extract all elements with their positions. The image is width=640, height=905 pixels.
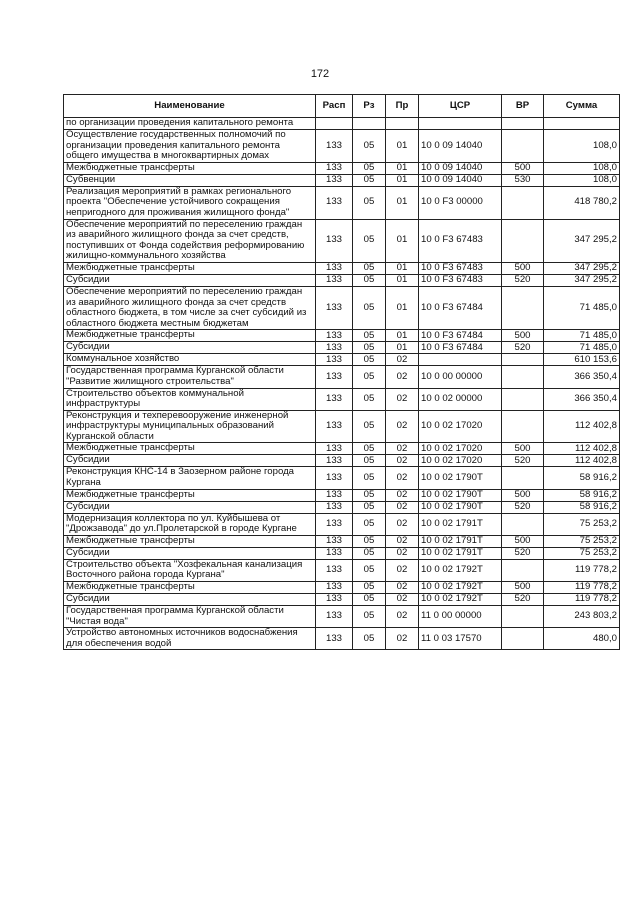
cell-vr [502, 388, 544, 410]
cell-vr: 500 [502, 162, 544, 174]
cell-sum: 418 780,2 [544, 186, 620, 219]
cell-rz: 05 [353, 443, 386, 455]
cell-rasp: 133 [316, 559, 353, 581]
cell-sum: 347 295,2 [544, 262, 620, 274]
cell-vr [502, 219, 544, 262]
cell-vr [502, 130, 544, 163]
cell-sum: 71 485,0 [544, 330, 620, 342]
cell-vr [502, 186, 544, 219]
cell-pr: 02 [386, 547, 419, 559]
cell-rz: 05 [353, 262, 386, 274]
table-row [64, 582, 620, 594]
cell-pr: 02 [386, 513, 419, 535]
cell-csr: 10 0 02 1791Т [419, 513, 502, 535]
cell-sum: 610 153,6 [544, 354, 620, 366]
cell-csr: 10 0 02 1790Т [419, 489, 502, 501]
table-row [64, 467, 620, 489]
cell-name: Строительство объектов коммунальной инфраструктуры [64, 388, 316, 410]
table-row [64, 443, 620, 455]
cell-rz: 05 [353, 274, 386, 286]
cell-csr: 10 0 02 1790Т [419, 467, 502, 489]
cell-csr: 10 0 02 1792Т [419, 594, 502, 606]
table-row [64, 219, 620, 262]
cell-rasp: 133 [316, 330, 353, 342]
cell-vr [502, 513, 544, 535]
cell-csr: 10 0 09 14040 [419, 174, 502, 186]
cell-rz: 05 [353, 513, 386, 535]
cell-rz: 05 [353, 388, 386, 410]
page-number: 172 [310, 68, 330, 80]
cell-rz: 05 [353, 594, 386, 606]
cell-pr: 01 [386, 186, 419, 219]
cell-rasp: 133 [316, 489, 353, 501]
cell-csr: 10 0 02 17020 [419, 410, 502, 443]
cell-vr: 500 [502, 535, 544, 547]
cell-sum: 112 402,8 [544, 410, 620, 443]
cell-csr: 10 0 02 1790Т [419, 501, 502, 513]
cell-sum: 347 295,2 [544, 274, 620, 286]
cell-rasp: 133 [316, 274, 353, 286]
cell-vr: 500 [502, 443, 544, 455]
cell-rz: 05 [353, 628, 386, 650]
cell-name: Субсидии [64, 274, 316, 286]
cell-name: Субсидии [64, 455, 316, 467]
cell-name: Реконструкция КНС-14 в Заозерном районе города Кургана [64, 467, 316, 489]
table-row [64, 118, 620, 130]
cell-sum [544, 118, 620, 130]
cell-name: Субвенции [64, 174, 316, 186]
table-body [64, 118, 620, 650]
table-row [64, 606, 620, 628]
cell-rasp: 133 [316, 628, 353, 650]
cell-vr [502, 628, 544, 650]
cell-name: Межбюджетные трансферты [64, 535, 316, 547]
cell-name: Субсидии [64, 501, 316, 513]
table-row [64, 186, 620, 219]
cell-sum: 480,0 [544, 628, 620, 650]
cell-rasp [316, 118, 353, 130]
cell-name: Коммунальное хозяйство [64, 354, 316, 366]
cell-name: Устройство автономных источников водоснабжения для обеспечения водой [64, 628, 316, 650]
cell-rasp: 133 [316, 354, 353, 366]
cell-rz: 05 [353, 130, 386, 163]
header-rz: Рз [353, 95, 386, 118]
cell-sum: 366 350,4 [544, 366, 620, 388]
cell-csr: 10 0 F3 67483 [419, 262, 502, 274]
cell-name: Субсидии [64, 594, 316, 606]
cell-rasp: 133 [316, 388, 353, 410]
cell-name: Субсидии [64, 342, 316, 354]
cell-pr: 01 [386, 286, 419, 329]
cell-pr: 02 [386, 559, 419, 581]
cell-name: Реконструкция и техперевооружение инженерной инфраструктуры муниципальных образований Курганской области [64, 410, 316, 443]
cell-sum: 71 485,0 [544, 286, 620, 329]
cell-csr: 10 0 02 00000 [419, 388, 502, 410]
cell-rz: 05 [353, 186, 386, 219]
cell-pr: 02 [386, 606, 419, 628]
cell-csr: 11 0 03 17570 [419, 628, 502, 650]
cell-csr [419, 354, 502, 366]
table-row [64, 330, 620, 342]
cell-sum: 366 350,4 [544, 388, 620, 410]
table-row [64, 628, 620, 650]
cell-rz: 05 [353, 366, 386, 388]
cell-pr: 02 [386, 443, 419, 455]
cell-sum: 119 778,2 [544, 559, 620, 581]
table-row [64, 489, 620, 501]
cell-sum: 112 402,8 [544, 455, 620, 467]
cell-name: Межбюджетные трансферты [64, 489, 316, 501]
cell-vr [502, 366, 544, 388]
cell-pr: 02 [386, 501, 419, 513]
cell-rz: 05 [353, 286, 386, 329]
cell-rasp: 133 [316, 366, 353, 388]
cell-vr: 530 [502, 174, 544, 186]
cell-name: по организации проведения капитального ремонта [64, 118, 316, 130]
cell-csr: 10 0 02 1792Т [419, 559, 502, 581]
cell-vr: 520 [502, 501, 544, 513]
cell-name: Обеспечение мероприятий по переселению граждан из аварийного жилищного фонда за счет средств, поступивших от Фонда содействия реформированию жилищно-коммунального хозяйства [64, 219, 316, 262]
cell-rasp: 133 [316, 606, 353, 628]
cell-pr [386, 118, 419, 130]
cell-sum: 108,0 [544, 162, 620, 174]
cell-rz: 05 [353, 330, 386, 342]
table-row [64, 342, 620, 354]
cell-pr: 02 [386, 628, 419, 650]
cell-name: Реализация мероприятий в рамках регионального проекта "Обеспечение устойчивого сокращения непригодного для проживания жилищного фонда" [64, 186, 316, 219]
table-row [64, 513, 620, 535]
cell-pr: 02 [386, 455, 419, 467]
cell-pr: 02 [386, 582, 419, 594]
cell-vr: 520 [502, 342, 544, 354]
cell-vr: 520 [502, 547, 544, 559]
cell-pr: 01 [386, 274, 419, 286]
table-row [64, 274, 620, 286]
cell-csr: 10 0 00 00000 [419, 366, 502, 388]
table-row [64, 354, 620, 366]
cell-name: Модернизация коллектора по ул. Куйбышева от "Дрожзавода" до ул.Пролетарской в городе Кургане [64, 513, 316, 535]
table-row [64, 594, 620, 606]
cell-pr: 02 [386, 354, 419, 366]
cell-vr: 500 [502, 262, 544, 274]
cell-vr [502, 410, 544, 443]
cell-vr [502, 559, 544, 581]
cell-csr: 10 0 F3 00000 [419, 186, 502, 219]
cell-rz: 05 [353, 455, 386, 467]
cell-name: Государственная программа Курганской области "Развитие жилищного строительства" [64, 366, 316, 388]
cell-pr: 01 [386, 162, 419, 174]
cell-rasp: 133 [316, 262, 353, 274]
cell-rasp: 133 [316, 455, 353, 467]
cell-name: Субсидии [64, 547, 316, 559]
cell-rz: 05 [353, 501, 386, 513]
cell-csr: 10 0 F3 67483 [419, 219, 502, 262]
cell-csr: 10 0 09 14040 [419, 130, 502, 163]
cell-rasp: 133 [316, 582, 353, 594]
table-row [64, 535, 620, 547]
cell-sum: 71 485,0 [544, 342, 620, 354]
cell-sum: 75 253,2 [544, 547, 620, 559]
table-row [64, 559, 620, 581]
cell-rasp: 133 [316, 186, 353, 219]
cell-sum: 108,0 [544, 174, 620, 186]
cell-name: Строительство объекта "Хозфекальная канализация Восточного района города Кургана" [64, 559, 316, 581]
cell-vr: 500 [502, 330, 544, 342]
cell-name: Межбюджетные трансферты [64, 443, 316, 455]
cell-sum: 243 803,2 [544, 606, 620, 628]
cell-sum: 75 253,2 [544, 513, 620, 535]
table-row [64, 501, 620, 513]
cell-pr: 01 [386, 219, 419, 262]
cell-name: Государственная программа Курганской области "Чистая вода" [64, 606, 316, 628]
header-sum: Сумма [544, 95, 620, 118]
cell-name: Осуществление государственных полномочий по организации проведения капитального ремонта общего имущества в многоквартирных домах [64, 130, 316, 163]
cell-pr: 01 [386, 262, 419, 274]
table-row [64, 286, 620, 329]
cell-rasp: 133 [316, 443, 353, 455]
cell-rz: 05 [353, 559, 386, 581]
cell-sum: 119 778,2 [544, 582, 620, 594]
cell-rz: 05 [353, 342, 386, 354]
cell-rasp: 133 [316, 594, 353, 606]
table-row [64, 162, 620, 174]
header-name: Наименование [64, 95, 316, 118]
cell-pr: 02 [386, 388, 419, 410]
header-rasp: Расп [316, 95, 353, 118]
cell-rasp: 133 [316, 342, 353, 354]
cell-vr [502, 286, 544, 329]
table-row [64, 130, 620, 163]
cell-sum: 119 778,2 [544, 594, 620, 606]
cell-rz: 05 [353, 582, 386, 594]
cell-csr: 10 0 02 17020 [419, 443, 502, 455]
cell-rz [353, 118, 386, 130]
cell-pr: 01 [386, 342, 419, 354]
cell-vr: 520 [502, 274, 544, 286]
cell-rz: 05 [353, 606, 386, 628]
cell-pr: 01 [386, 174, 419, 186]
cell-pr: 02 [386, 489, 419, 501]
cell-sum: 112 402,8 [544, 443, 620, 455]
cell-rasp: 133 [316, 174, 353, 186]
cell-csr [419, 118, 502, 130]
table-row [64, 455, 620, 467]
cell-csr: 10 0 F3 67484 [419, 342, 502, 354]
cell-rz: 05 [353, 410, 386, 443]
cell-vr [502, 467, 544, 489]
cell-pr: 02 [386, 594, 419, 606]
cell-csr: 10 0 02 1792Т [419, 582, 502, 594]
cell-vr: 500 [502, 582, 544, 594]
cell-rz: 05 [353, 467, 386, 489]
cell-rasp: 133 [316, 130, 353, 163]
cell-sum: 58 916,2 [544, 489, 620, 501]
cell-pr: 02 [386, 535, 419, 547]
cell-csr: 10 0 F3 67484 [419, 330, 502, 342]
table-row [64, 174, 620, 186]
cell-rz: 05 [353, 219, 386, 262]
cell-pr: 02 [386, 366, 419, 388]
table-row [64, 547, 620, 559]
cell-sum: 58 916,2 [544, 467, 620, 489]
cell-vr: 520 [502, 455, 544, 467]
cell-vr [502, 606, 544, 628]
cell-pr: 01 [386, 330, 419, 342]
cell-rasp: 133 [316, 501, 353, 513]
cell-csr: 10 0 F3 67484 [419, 286, 502, 329]
cell-rasp: 133 [316, 162, 353, 174]
cell-csr: 10 0 02 17020 [419, 455, 502, 467]
cell-sum: 75 253,2 [544, 535, 620, 547]
cell-csr: 11 0 00 00000 [419, 606, 502, 628]
cell-pr: 02 [386, 467, 419, 489]
cell-vr [502, 354, 544, 366]
table-row [64, 262, 620, 274]
cell-rz: 05 [353, 174, 386, 186]
cell-rasp: 133 [316, 535, 353, 547]
cell-vr: 520 [502, 594, 544, 606]
cell-pr: 02 [386, 410, 419, 443]
cell-csr: 10 0 09 14040 [419, 162, 502, 174]
cell-name: Межбюджетные трансферты [64, 262, 316, 274]
cell-rz: 05 [353, 162, 386, 174]
cell-name: Межбюджетные трансферты [64, 162, 316, 174]
cell-rz: 05 [353, 535, 386, 547]
cell-rz: 05 [353, 547, 386, 559]
cell-vr: 500 [502, 489, 544, 501]
cell-csr: 10 0 02 1791Т [419, 535, 502, 547]
cell-pr: 01 [386, 130, 419, 163]
table-row [64, 410, 620, 443]
cell-sum: 108,0 [544, 130, 620, 163]
cell-rasp: 133 [316, 467, 353, 489]
table-row [64, 366, 620, 388]
header-csr: ЦСР [419, 95, 502, 118]
cell-name: Межбюджетные трансферты [64, 330, 316, 342]
header-pr: Пр [386, 95, 419, 118]
header-vr: ВР [502, 95, 544, 118]
cell-vr [502, 118, 544, 130]
cell-rasp: 133 [316, 219, 353, 262]
table-row [64, 388, 620, 410]
cell-rasp: 133 [316, 410, 353, 443]
cell-rasp: 133 [316, 286, 353, 329]
budget-table [63, 94, 620, 650]
cell-csr: 10 0 02 1791Т [419, 547, 502, 559]
cell-csr: 10 0 F3 67483 [419, 274, 502, 286]
cell-sum: 347 295,2 [544, 219, 620, 262]
cell-name: Обеспечение мероприятий по переселению граждан из аварийного жилищного фонда за счет средств областного бюджета, в том числе за счет субсидий из областного бюджета местным бюджетам [64, 286, 316, 329]
cell-rasp: 133 [316, 513, 353, 535]
cell-rasp: 133 [316, 547, 353, 559]
cell-name: Межбюджетные трансферты [64, 582, 316, 594]
table-header-row [64, 95, 620, 118]
cell-rz: 05 [353, 354, 386, 366]
cell-sum: 58 916,2 [544, 501, 620, 513]
cell-rz: 05 [353, 489, 386, 501]
